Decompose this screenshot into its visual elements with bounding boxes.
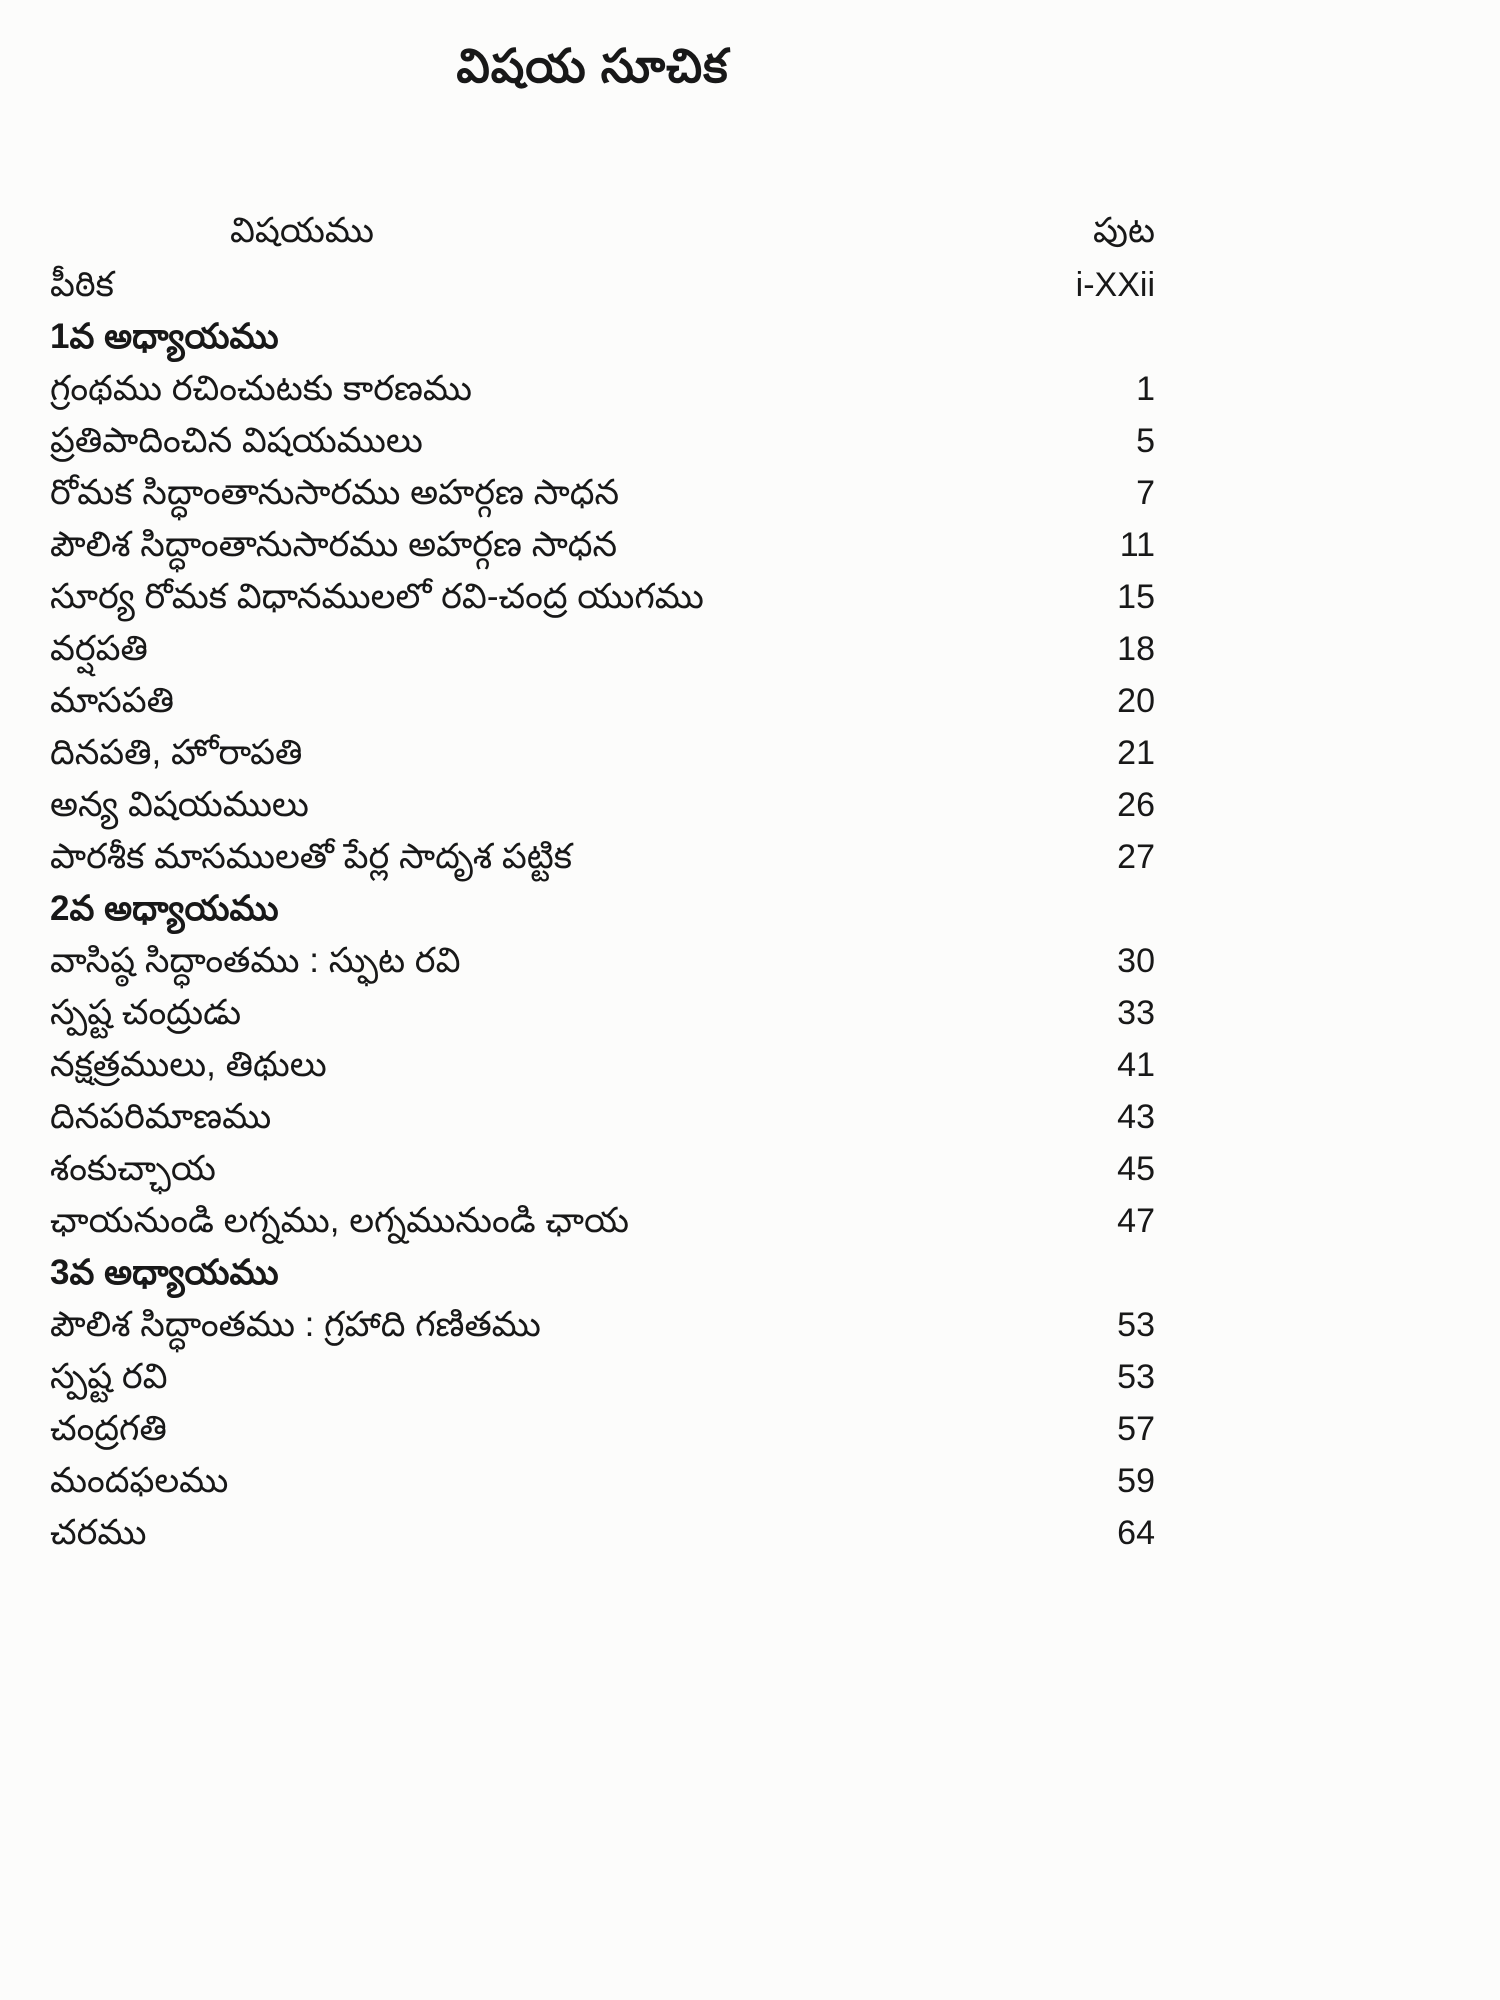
entry-label: ఛాయనుండి లగ్నము, లగ్నమునుండి ఛాయ [50, 1201, 630, 1240]
entry-page-number: 45 [1117, 1150, 1155, 1188]
toc-entry-row [50, 623, 1155, 675]
entry-page-number: 21 [1117, 734, 1155, 772]
chapter-heading-label: 2వ అధ్యాయము [50, 889, 279, 928]
entry-page-number: 27 [1117, 838, 1155, 876]
toc-entry-row [50, 259, 1155, 311]
chapter-heading-row [50, 883, 1155, 935]
entry-label: స్పష్ట చంద్రుడు [50, 993, 242, 1032]
entry-label: శంకుచ్ఛాయ [50, 1149, 216, 1188]
entry-page-number: 11 [1119, 526, 1155, 564]
chapter-heading-label: 1వ అధ్యాయము [50, 317, 279, 356]
entry-label: చరము [50, 1513, 147, 1552]
toc-entry-row [50, 987, 1155, 1039]
entry-page-number: 53 [1117, 1358, 1155, 1396]
entry-page-number: 18 [1117, 630, 1155, 668]
toc-entry-row [50, 1351, 1155, 1403]
entry-label: చంద్రగతి [50, 1409, 167, 1448]
toc-entry-row [50, 1091, 1155, 1143]
toc-entry-row [50, 1299, 1155, 1351]
entry-page-number: 43 [1117, 1098, 1155, 1136]
column-header-page: పుట [1093, 211, 1155, 250]
entry-page-number: i-XXii [1075, 266, 1155, 304]
entry-label: అన్య విషయములు [50, 785, 309, 824]
toc-entry-row [50, 1039, 1155, 1091]
entry-page-number: 59 [1117, 1462, 1155, 1500]
chapter-heading-row [50, 1247, 1155, 1299]
entry-page-number: 5 [1136, 422, 1155, 460]
entry-label: వాసిష్ఠ సిద్ధాంతము : స్ఫుట రవి [50, 941, 461, 980]
toc-entry-row [50, 519, 1155, 571]
toc-entry-row [50, 1195, 1155, 1247]
entry-page-number: 41 [1117, 1046, 1155, 1084]
toc-entry-row [50, 1143, 1155, 1195]
entry-label: దినపతి, హోరాపతి [50, 733, 303, 772]
toc-entry-row [50, 1507, 1155, 1559]
entry-label: సూర్య రోమక విధానములలో రవి-చంద్ర యుగము [50, 577, 704, 616]
entry-page-number: 15 [1117, 578, 1155, 616]
toc-entry-row [50, 1455, 1155, 1507]
entry-label: రోమక సిద్ధాంతానుసారము అహర్గణ సాధన [50, 473, 620, 512]
entry-page-number: 20 [1117, 682, 1155, 720]
page-title: విషయ సూచిక [456, 39, 729, 92]
entry-label: స్పష్ట రవి [50, 1357, 168, 1396]
toc-entry-row [50, 779, 1155, 831]
toc-entry-row [50, 727, 1155, 779]
entry-page-number: 64 [1117, 1514, 1155, 1552]
entry-page-number: 53 [1117, 1306, 1155, 1344]
entry-label: పౌలిశ సిద్ధాంతానుసారము అహర్గణ సాధన [50, 525, 618, 564]
toc-entry-row [50, 675, 1155, 727]
toc-list [50, 259, 1155, 1559]
entry-label: వర్షపతి [50, 629, 148, 668]
entry-page-number: 47 [1117, 1202, 1155, 1240]
entry-label: పీఠిక [50, 265, 114, 304]
entry-label: నక్షత్రములు, తిథులు [50, 1045, 327, 1084]
entry-page-number: 30 [1117, 942, 1155, 980]
toc-column-headers [50, 205, 1155, 257]
toc-entry-row [50, 415, 1155, 467]
toc-entry-row [50, 935, 1155, 987]
chapter-heading-label: 3వ అధ్యాయము [50, 1253, 279, 1292]
entry-label: పారశీక మాసములతో పేర్ల సాదృశ పట్టిక [50, 837, 573, 876]
entry-page-number: 26 [1117, 786, 1155, 824]
toc-entry-row [50, 1403, 1155, 1455]
entry-page-number: 7 [1136, 474, 1155, 512]
entry-page-number: 1 [1136, 370, 1155, 408]
toc-entry-row [50, 571, 1155, 623]
toc-entry-row [50, 363, 1155, 415]
entry-label: పౌలిశ సిద్ధాంతము : గ్రహాది గణితము [50, 1305, 541, 1344]
entry-page-number: 33 [1117, 994, 1155, 1032]
entry-label: మందఫలము [50, 1461, 229, 1500]
column-header-subject: విషయము [230, 211, 374, 250]
entry-label: గ్రంథము రచించుటకు కారణము [50, 369, 473, 408]
entry-page-number: 57 [1117, 1410, 1155, 1448]
entry-label: దినపరిమాణము [50, 1097, 272, 1136]
toc-page [50, 0, 1155, 1559]
entry-label: ప్రతిపాదించిన విషయములు [50, 421, 423, 460]
chapter-heading-row [50, 311, 1155, 363]
entry-label: మాసపతి [50, 681, 175, 720]
toc-entry-row [50, 467, 1155, 519]
toc-entry-row [50, 831, 1155, 883]
